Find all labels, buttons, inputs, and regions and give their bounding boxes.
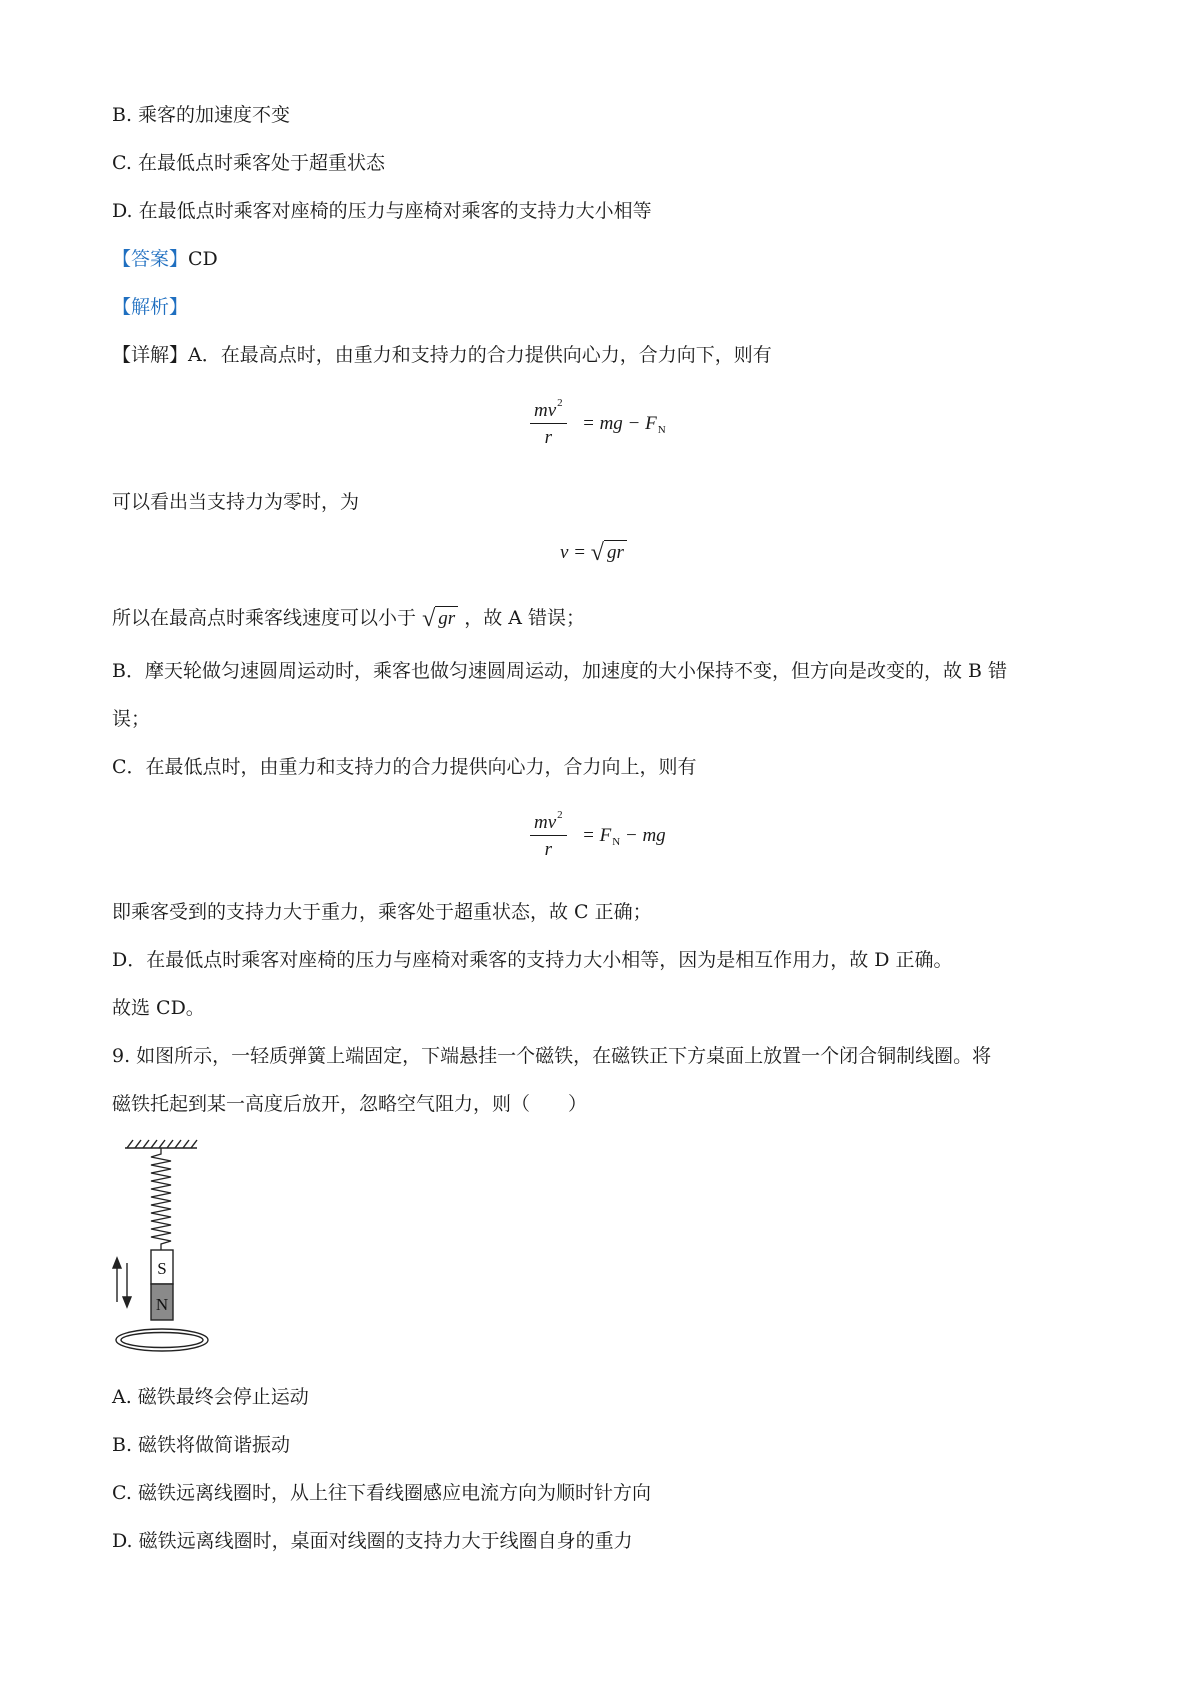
answer-line <box>112 250 218 269</box>
detail-a-line <box>112 346 772 365</box>
c-conclusion: 即乘客受到的支持力大于重力，乘客处于超重状态，故 C 正确； <box>112 901 652 923</box>
formula-3-fraction <box>530 810 567 859</box>
option-b-prev: B. 乘客的加速度不变 <box>112 104 291 126</box>
pole-label-n: N <box>155 1295 169 1314</box>
q9-stem-line-2: 磁铁托起到某一高度后放开，忽略空气阻力，则（ ） <box>112 1093 588 1115</box>
pole-label-s: S <box>157 1259 167 1278</box>
a-conclusion: 所以在最高点时乘客线速度可以小于 √ gr ，故 A 错误； <box>112 606 585 632</box>
inline-sqrt-gr: √ gr <box>422 606 458 631</box>
option-c-prev: C. 在最低点时乘客处于超重状态 <box>112 152 385 174</box>
answer-label: 【答案】 <box>112 248 189 270</box>
zero-support-text: 可以看出当支持力为零时，为 <box>112 491 360 513</box>
q9-option-d: D. 磁铁远离线圈时，桌面对线圈的支持力大于线圈自身的重力 <box>112 1530 633 1552</box>
formula-3-rhs: = $F_N$ − mg <box>582 825 666 848</box>
q9-option-c: C. 磁铁远离线圈时，从上往下看线圈感应电流方向为顺时针方向 <box>112 1482 651 1504</box>
choose-line: 故选 CD。 <box>112 997 205 1019</box>
formula-3-denominator: r <box>544 839 553 860</box>
detail-d-text: D．在最低点时乘客对座椅的压力与座椅对乘客的支持力大小相等，因为是相互作用力，故 D 正确。 <box>112 949 953 971</box>
formula-3-numerator: $mv^2$ <box>530 810 567 836</box>
answer-value: CD <box>188 248 218 270</box>
detail-b-line-2: 误； <box>112 708 151 730</box>
q9-option-a: A. 磁铁最终会停止运动 <box>112 1386 309 1408</box>
detail-c-text: C．在最低点时，由重力和支持力的合力提供向心力，合力向上，则有 <box>112 756 697 778</box>
q9-option-b: B. 磁铁将做简谐振动 <box>112 1434 291 1456</box>
detail-b-line-1: B．摩天轮做匀速圆周运动时，乘客也做匀速圆周运动，加速度的大小保持不变，但方向是改变的，故 B 错 <box>112 660 1008 682</box>
option-d-prev: D. 在最低点时乘客对座椅的压力与座椅对乘客的支持力大小相等 <box>112 200 652 222</box>
ceiling-support <box>125 1140 197 1148</box>
q9-stem-line-1: 9. 如图所示，一轻质弹簧上端固定，下端悬挂一个磁铁，在磁铁正下方桌面上放置一个闭合铜制线圈。将 <box>112 1045 992 1067</box>
detail-label: 【详解】 <box>112 344 189 366</box>
formula-1-fraction <box>530 398 567 447</box>
formula-1-numerator: $mv^2$ <box>530 398 567 424</box>
formula-1-denominator: r <box>544 427 553 448</box>
spring-magnet-figure <box>105 1130 215 1360</box>
spring <box>151 1148 171 1250</box>
sqrt-gr: √ gr <box>591 540 627 565</box>
detail-a-text: A．在最高点时，由重力和支持力的合力提供向心力，合力向下，则有 <box>188 344 772 366</box>
formula-1-rhs: = mg − $F_N$ <box>582 413 666 436</box>
motion-arrows <box>113 1258 131 1307</box>
formula-2: v = √ gr <box>560 540 627 565</box>
copper-coil <box>116 1329 208 1351</box>
analysis-label: 【解析】 <box>112 296 189 318</box>
